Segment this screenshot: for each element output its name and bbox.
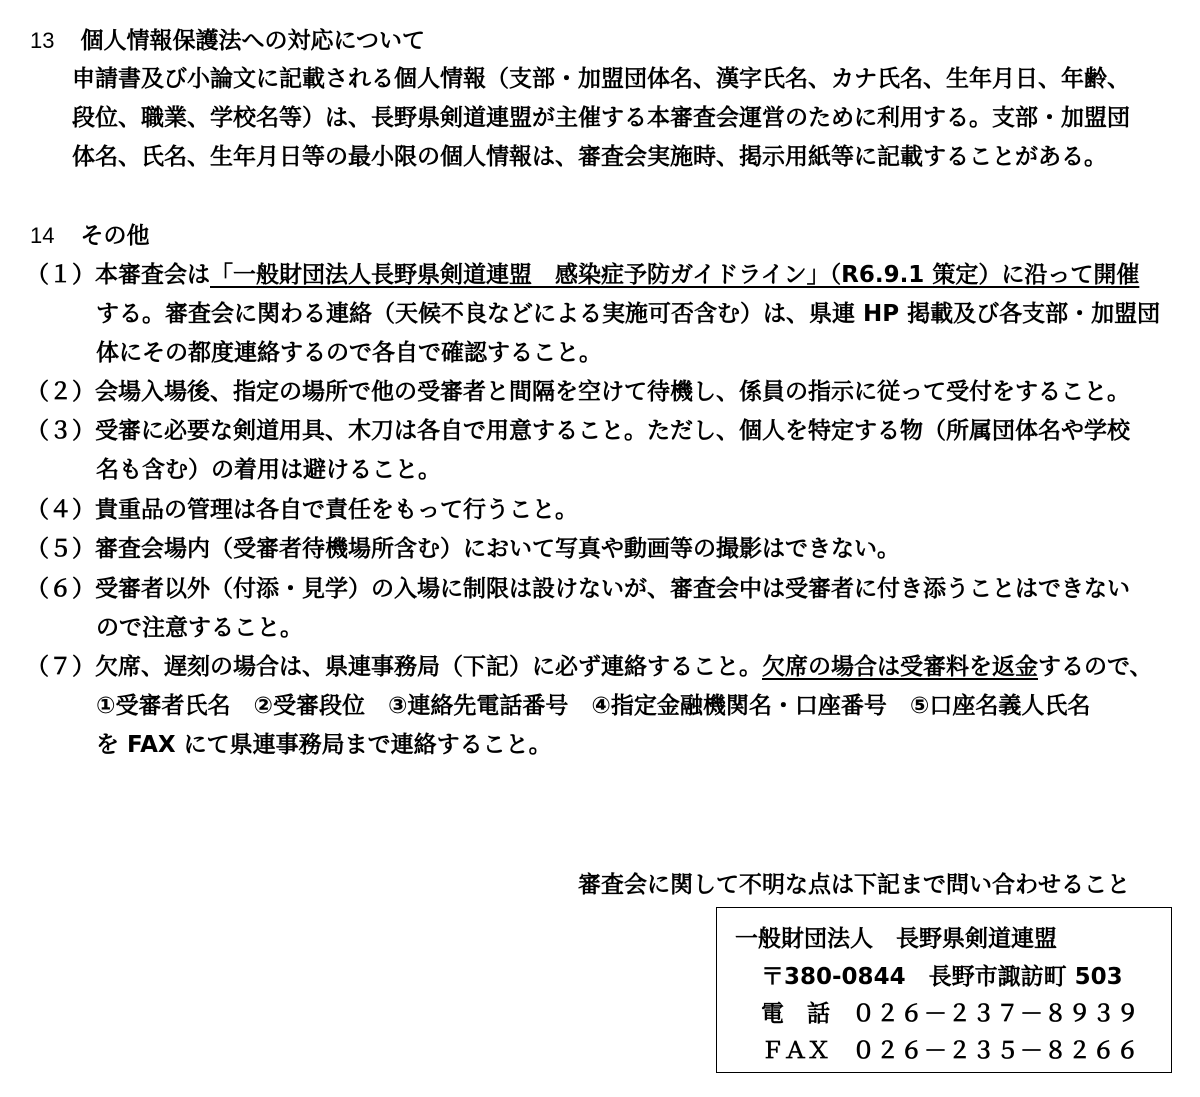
section-14-heading [30, 221, 150, 251]
item-6-line-2: ので注意すること。 [96, 615, 303, 641]
contact-address: 〒380-0844 長野市諏訪町 503 [761, 964, 1123, 990]
item-6-text: 受審者以外（付添・見学）の入場に制限は設けないが、審査会中は受審者に付き添うことはできない [95, 576, 1130, 602]
item-3-line-2: 名も含む）の着用は避けること。 [96, 457, 441, 483]
item-4-marker: （４） [26, 497, 95, 523]
item-7-line-1 [26, 652, 1153, 682]
item-6-marker: （６） [26, 576, 95, 602]
contact-fax-row [761, 1036, 1140, 1066]
item-1-text-a: 本審査会は [95, 262, 210, 288]
item-1-line-1 [26, 260, 1139, 290]
section-13-line-3: 体名、氏名、生年月日等の最小限の個人情報は、審査会実施時、掲示用紙等に記載することがある。 [72, 144, 1107, 170]
item-3-text: 受審に必要な剣道用具、木刀は各自で用意すること。ただし、個人を特定する物（所属団体名や学校 [95, 418, 1130, 444]
item-7-refund-notice: 欠席の場合は受審料を返金 [762, 654, 1038, 680]
phone-label: 電 話 [761, 1001, 830, 1027]
item-4-text: 貴重品の管理は各自で責任をもって行うこと。 [95, 497, 578, 523]
fax-label: ＦＡＸ [761, 1038, 830, 1064]
item-7-marker: （７） [26, 654, 95, 680]
section-14-title: その他 [80, 223, 150, 249]
item-5-marker: （５） [26, 536, 95, 562]
section-13-line-1: 申請書及び小論文に記載される個人情報（支部・加盟団体名、漢字氏名、カナ氏名、生年月日、年齢、 [72, 66, 1130, 92]
item-2-marker: （２） [26, 379, 95, 405]
item-7-text-a: 欠席、遅刻の場合は、県連事務局（下記）に必ず連絡すること。 [95, 654, 762, 680]
item-3-marker: （３） [26, 418, 95, 444]
item-6-line-1 [26, 574, 1130, 604]
item-1-guideline-link: 「一般財団法人長野県剣道連盟 感染症予防ガイドライン」（R6.9.1 策定）に沿って開催 [210, 262, 1140, 288]
item-1-line-2: する。審査会に関わる連絡（天候不良などによる実施可否含む）は、県連 HP 掲載及び各支部・加盟団 [96, 301, 1161, 327]
inquiry-note: 審査会に関して不明な点は下記まで問い合わせること [578, 872, 1130, 898]
item-3-line-1 [26, 416, 1130, 446]
item-2-text: 会場入場後、指定の場所で他の受審者と間隔を空けて待機し、係員の指示に従って受付をすること。 [95, 379, 1130, 405]
item-5-text: 審査会場内（受審者待機場所含む）において写真や動画等の撮影はできない。 [95, 536, 900, 562]
phone-number: ０２６－２３７－８９３９ [852, 1001, 1140, 1027]
contact-organization: 一般財団法人 長野県剣道連盟 [735, 926, 1057, 952]
fax-number: ０２６－２３５－８２６６ [852, 1038, 1140, 1064]
item-2-line-1 [26, 377, 1130, 407]
contact-box [716, 907, 1172, 1073]
contact-phone-row [761, 999, 1140, 1029]
item-7-line-3: を FAX にて県連事務局まで連絡すること。 [96, 732, 552, 758]
item-4-line-1 [26, 495, 578, 525]
section-14-number: 14 [30, 223, 55, 248]
item-1-line-3: 体にその都度連絡するので各自で確認すること。 [96, 340, 602, 366]
section-13-number: 13 [30, 28, 55, 53]
item-7-line-2: ①受審者氏名 ②受審段位 ③連絡先電話番号 ④指定金融機関名・口座番号 ⑤口座名義人氏名 [96, 693, 1091, 719]
section-13-heading [30, 26, 425, 56]
section-13-line-2: 段位、職業、学校名等）は、長野県剣道連盟が主催する本審査会運営のために利用する。支部・加盟団 [72, 105, 1130, 131]
item-5-line-1 [26, 534, 900, 564]
item-7-text-b: するので、 [1038, 654, 1153, 680]
section-13-title: 個人情報保護法への対応について [80, 28, 426, 54]
item-1-marker: （１） [26, 262, 95, 288]
